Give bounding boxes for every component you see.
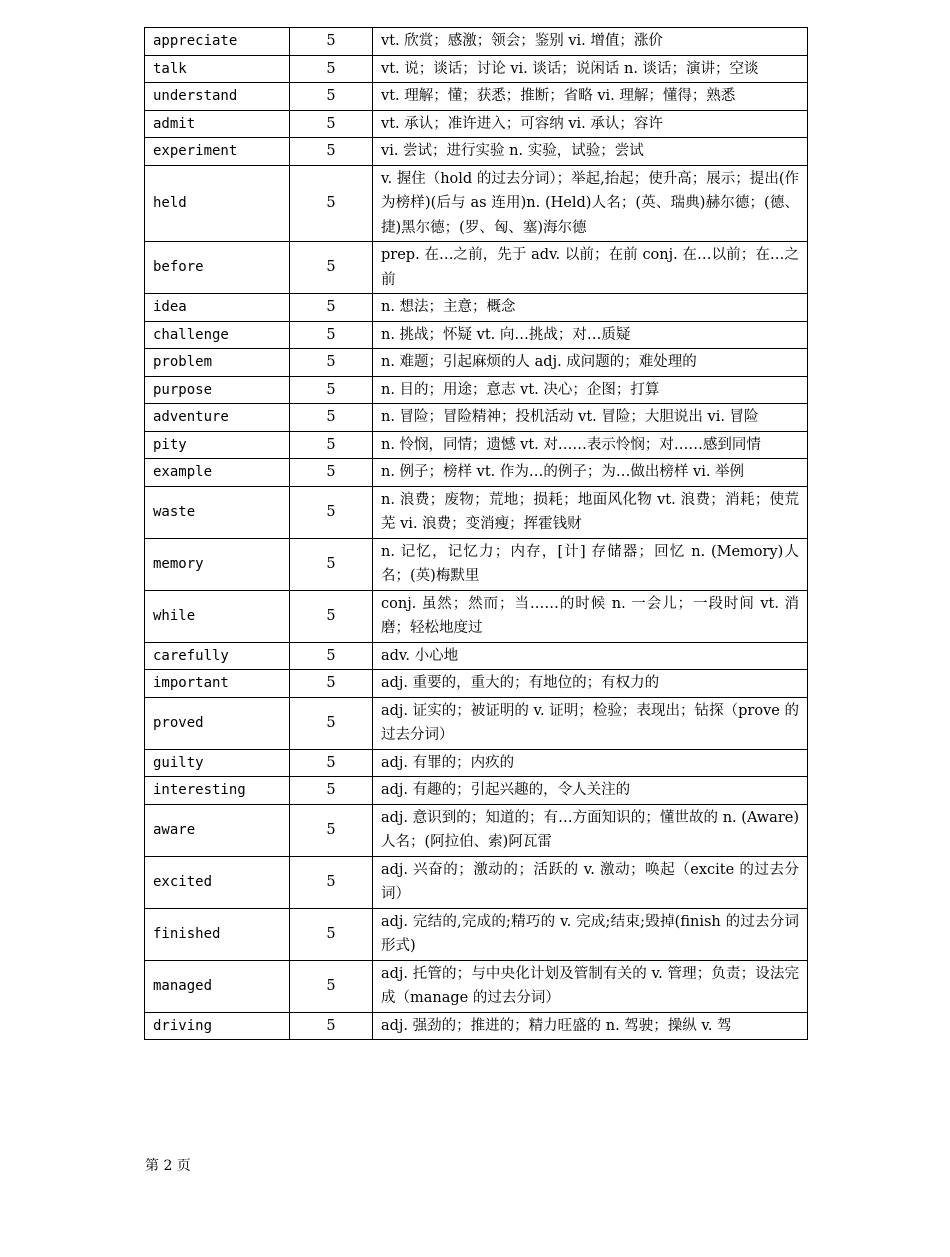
word-cell: appreciate: [145, 28, 290, 56]
frequency-cell: 5: [290, 642, 373, 670]
meaning-cell: adj. 托管的；与中央化计划及管制有关的 v. 管理；负责；设法完成（manage 的过去分词）: [373, 960, 808, 1012]
meaning-cell: n. 冒险；冒险精神；投机活动 vt. 冒险；大胆说出 vi. 冒险: [373, 404, 808, 432]
frequency-cell: 5: [290, 538, 373, 590]
word-cell: pity: [145, 431, 290, 459]
meaning-cell: adj. 重要的，重大的；有地位的；有权力的: [373, 670, 808, 698]
word-cell: talk: [145, 55, 290, 83]
meaning-cell: n. 记忆，记忆力；内存，[计] 存储器；回忆 n. (Memory)人名；(英)梅默里: [373, 538, 808, 590]
frequency-cell: 5: [290, 138, 373, 166]
table-row: [145, 908, 808, 960]
frequency-cell: 5: [290, 349, 373, 377]
table-row: [145, 856, 808, 908]
meaning-cell: n. 想法；主意；概念: [373, 294, 808, 322]
table-row: [145, 376, 808, 404]
table-row: [145, 349, 808, 377]
frequency-cell: 5: [290, 242, 373, 294]
meaning-cell: adj. 兴奋的；激动的；活跃的 v. 激动；唤起（excite 的过去分词）: [373, 856, 808, 908]
word-cell: excited: [145, 856, 290, 908]
frequency-cell: 5: [290, 856, 373, 908]
frequency-cell: 5: [290, 376, 373, 404]
meaning-cell: n. 目的；用途；意志 vt. 决心；企图；打算: [373, 376, 808, 404]
table-row: [145, 960, 808, 1012]
table-row: [145, 777, 808, 805]
frequency-cell: 5: [290, 28, 373, 56]
vocabulary-table-body: [145, 28, 808, 1040]
table-row: [145, 459, 808, 487]
word-cell: admit: [145, 110, 290, 138]
word-cell: held: [145, 165, 290, 242]
word-cell: understand: [145, 83, 290, 111]
frequency-cell: 5: [290, 55, 373, 83]
word-cell: experiment: [145, 138, 290, 166]
word-cell: carefully: [145, 642, 290, 670]
meaning-cell: adv. 小心地: [373, 642, 808, 670]
table-row: [145, 1012, 808, 1040]
table-row: [145, 242, 808, 294]
table-row: [145, 83, 808, 111]
table-row: [145, 294, 808, 322]
word-cell: waste: [145, 486, 290, 538]
frequency-cell: 5: [290, 908, 373, 960]
meaning-cell: n. 怜悯，同情；遗憾 vt. 对……表示怜悯；对……感到同情: [373, 431, 808, 459]
meaning-cell: vt. 承认；准许进入；可容纳 vi. 承认；容许: [373, 110, 808, 138]
frequency-cell: 5: [290, 431, 373, 459]
table-row: [145, 642, 808, 670]
word-cell: purpose: [145, 376, 290, 404]
word-cell: proved: [145, 697, 290, 749]
word-cell: aware: [145, 804, 290, 856]
meaning-cell: adj. 证实的；被证明的 v. 证明；检验；表现出；钻探（prove 的过去分词）: [373, 697, 808, 749]
meaning-cell: adj. 完结的,完成的;精巧的 v. 完成;结束;毁掉(finish 的过去分词形式): [373, 908, 808, 960]
frequency-cell: 5: [290, 590, 373, 642]
word-cell: while: [145, 590, 290, 642]
frequency-cell: 5: [290, 777, 373, 805]
frequency-cell: 5: [290, 294, 373, 322]
word-cell: before: [145, 242, 290, 294]
meaning-cell: prep. 在…之前，先于 adv. 以前；在前 conj. 在…以前；在…之前: [373, 242, 808, 294]
table-row: [145, 486, 808, 538]
frequency-cell: 5: [290, 459, 373, 487]
table-row: [145, 431, 808, 459]
frequency-cell: 5: [290, 404, 373, 432]
meaning-cell: adj. 强劲的；推进的；精力旺盛的 n. 驾驶；操纵 v. 驾: [373, 1012, 808, 1040]
word-cell: finished: [145, 908, 290, 960]
word-cell: driving: [145, 1012, 290, 1040]
table-row: [145, 55, 808, 83]
frequency-cell: 5: [290, 804, 373, 856]
table-row: [145, 321, 808, 349]
meaning-cell: vt. 欣赏；感激；领会；鉴别 vi. 增值；涨价: [373, 28, 808, 56]
word-cell: idea: [145, 294, 290, 322]
meaning-cell: n. 例子；榜样 vt. 作为…的例子；为…做出榜样 vi. 举例: [373, 459, 808, 487]
table-row: [145, 138, 808, 166]
word-cell: memory: [145, 538, 290, 590]
frequency-cell: 5: [290, 670, 373, 698]
table-row: [145, 590, 808, 642]
word-cell: interesting: [145, 777, 290, 805]
frequency-cell: 5: [290, 486, 373, 538]
table-row: [145, 110, 808, 138]
meaning-cell: adj. 有趣的；引起兴趣的，令人关注的: [373, 777, 808, 805]
word-cell: important: [145, 670, 290, 698]
meaning-cell: n. 难题；引起麻烦的人 adj. 成问题的；难处理的: [373, 349, 808, 377]
meaning-cell: vt. 说；谈话；讨论 vi. 谈话；说闲话 n. 谈话；演讲；空谈: [373, 55, 808, 83]
frequency-cell: 5: [290, 960, 373, 1012]
table-row: [145, 749, 808, 777]
frequency-cell: 5: [290, 749, 373, 777]
table-row: [145, 804, 808, 856]
page-footer: [145, 1157, 191, 1175]
meaning-cell: vi. 尝试；进行实验 n. 实验，试验；尝试: [373, 138, 808, 166]
frequency-cell: 5: [290, 83, 373, 111]
meaning-cell: n. 浪费；废物；荒地；损耗；地面风化物 vt. 浪费；消耗；使荒芜 vi. 浪费；变消瘦；挥霍钱财: [373, 486, 808, 538]
vocabulary-table: [144, 27, 808, 1040]
meaning-cell: v. 握住（hold 的过去分词）；举起,抬起；使升高；展示；提出(作为榜样)(后与 as 连用)n. (Held)人名；(英、瑞典)赫尔德；(德、捷)黑尔德；(罗、匈、塞)海尔德: [373, 165, 808, 242]
frequency-cell: 5: [290, 697, 373, 749]
table-row: [145, 165, 808, 242]
page-number: 第 2 页: [145, 1158, 191, 1174]
table-row: [145, 697, 808, 749]
meaning-cell: vt. 理解；懂；获悉；推断；省略 vi. 理解；懂得；熟悉: [373, 83, 808, 111]
frequency-cell: 5: [290, 321, 373, 349]
word-cell: managed: [145, 960, 290, 1012]
word-cell: guilty: [145, 749, 290, 777]
table-row: [145, 404, 808, 432]
frequency-cell: 5: [290, 1012, 373, 1040]
word-cell: problem: [145, 349, 290, 377]
meaning-cell: adj. 有罪的；内疚的: [373, 749, 808, 777]
meaning-cell: n. 挑战；怀疑 vt. 向…挑战；对…质疑: [373, 321, 808, 349]
meaning-cell: adj. 意识到的；知道的；有…方面知识的；懂世故的 n. (Aware)人名；(阿拉伯、索)阿瓦雷: [373, 804, 808, 856]
table-row: [145, 670, 808, 698]
word-cell: adventure: [145, 404, 290, 432]
frequency-cell: 5: [290, 110, 373, 138]
word-cell: challenge: [145, 321, 290, 349]
meaning-cell: conj. 虽然；然而；当……的时候 n. 一会儿；一段时间 vt. 消磨；轻松地度过: [373, 590, 808, 642]
frequency-cell: 5: [290, 165, 373, 242]
table-row: [145, 538, 808, 590]
table-row: [145, 28, 808, 56]
word-cell: example: [145, 459, 290, 487]
